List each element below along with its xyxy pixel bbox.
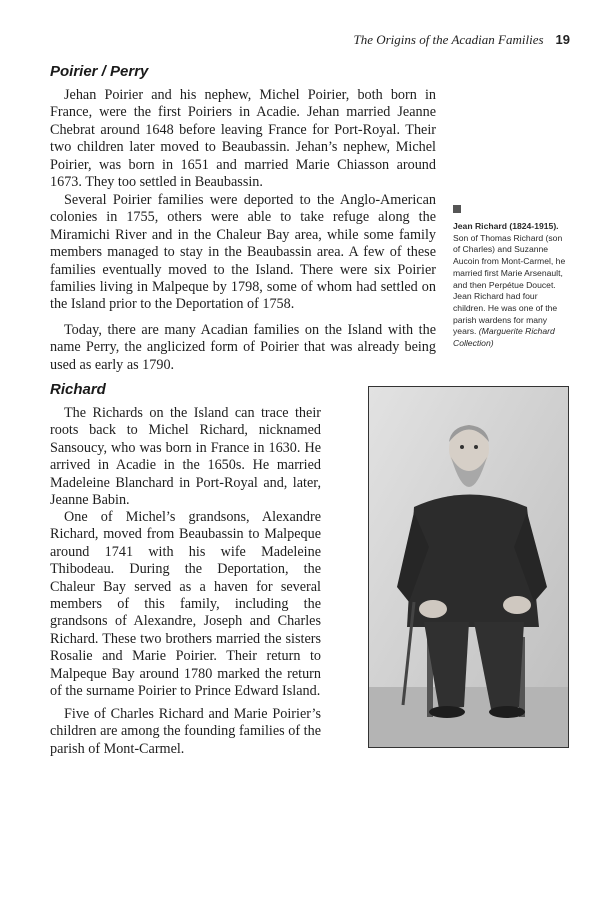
- square-bullet-icon: [453, 205, 461, 213]
- caption-credit: (Marguerite Richard Collection): [453, 326, 555, 349]
- running-title: The Origins of the Acadian Families: [353, 32, 544, 47]
- running-head: [353, 32, 570, 48]
- caption-name: Jean Richard (1824-1915).: [453, 221, 559, 231]
- photo-caption: [453, 205, 571, 350]
- paragraph-poirier-3: Today, there are many Acadian families on the Island with the name Perry, the anglicized form of Poirier that was already being used as early as 1790.: [50, 322, 436, 373]
- portrait-image: [369, 387, 569, 748]
- section-heading-poirier: Poirier / Perry: [50, 63, 149, 80]
- paragraph-richard-3: Five of Charles Richard and Marie Poirier’s children are among the founding families of the parish of Mont-Carmel.: [50, 706, 321, 757]
- paragraph-poirier-1: Jehan Poirier and his nephew, Michel Poirier, both born in France, were the first Poiriers in Acadie. Jehan married Jeanne Chebrat around 1648 before leaving France for Port-Royal. Their two children later moved to Beaubassin. Jehan’s nephew, Michel Poirier, was born in 1651 and married Marie Chiasson around 1673. They too settled in Beaubassin.: [50, 87, 436, 191]
- paragraph-poirier-2: Several Poirier families were deported to the Anglo-American colonies in 1755, others were able to take refuge along the Miramichi River and in the Chaleur Bay area, while some family members managed to stay in the Beaubassin area. A few of these families eventually moved to the Island. There were six Poirier families living in Malpeque by 1798, some of whom had settled on the Island prior to the Deportation of 1758.: [50, 192, 436, 313]
- paragraph-richard-2: One of Michel’s grandsons, Alexandre Richard, moved from Beaubassin to Malpeque around 1741 with his wife Madeleine Thibodeau. During the Deportation, the Chaleur Bay served as a haven for several members of this family, including the grandsons of Alexandre, Joseph and Charles Richard. These two brothers married the sisters Rosalie and Marie Poirier. Their return to Malpeque Bay around 1780 marked the return of the surname Poirier to Prince Edward Island.: [50, 509, 321, 700]
- paragraph-richard-1: The Richards on the Island can trace their roots back to Michel Richard, nicknamed Sansoucy, who was born in France in 1630. He arrived in Acadie in the 1650s. He married Madeleine Blanchard in Port-Royal and, later, Jeanne Babin.: [50, 405, 321, 509]
- portrait-photo: [368, 386, 569, 748]
- section-heading-richard: Richard: [50, 381, 106, 398]
- page-number: 19: [555, 32, 570, 47]
- caption-body: Son of Thomas Richard (son of Charles) and Suzanne Aucoin from Mont-Carmel, he married first Marie Arsenault, and then Perpétue Doucet. Jean Richard had four children. He was one of the parish wardens for many years.: [453, 232, 566, 337]
